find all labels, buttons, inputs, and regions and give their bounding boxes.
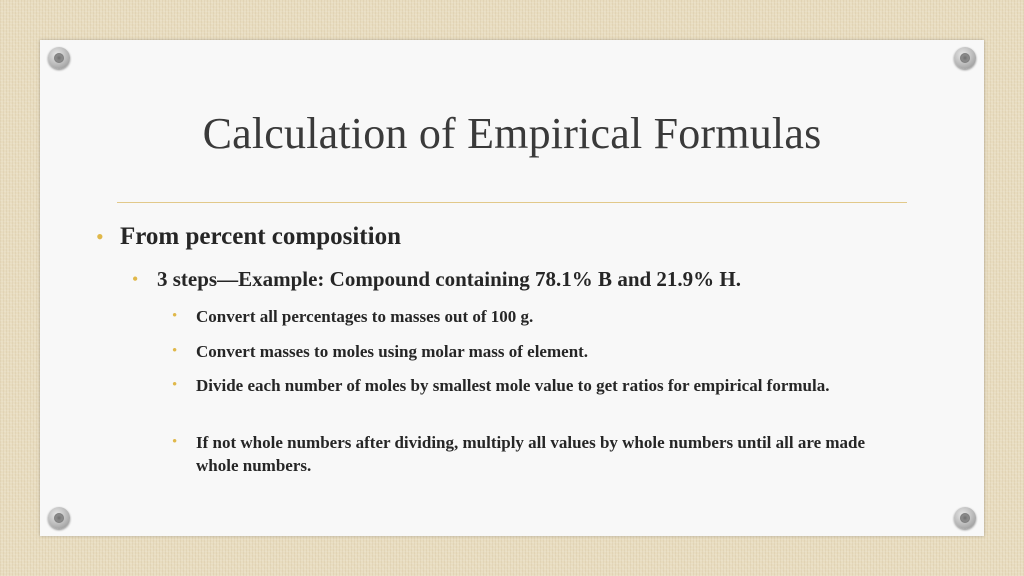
bullet-dot-icon: •	[96, 224, 104, 249]
step-text: Convert all percentages to masses out of 100 g.	[196, 307, 534, 326]
bullet-level1	[96, 222, 401, 252]
bullet-text: 3 steps—Example: Compound containing 78.1% B and 21.9% H.	[157, 267, 742, 291]
step-text: Convert masses to moles using molar mass of element.	[196, 342, 589, 361]
bullet-text: From percent composition	[120, 223, 401, 250]
title-divider	[117, 202, 907, 203]
pushpin-icon	[48, 47, 70, 69]
step-item	[172, 431, 872, 477]
bullet-dot-icon: •	[172, 377, 178, 393]
bullet-dot-icon: •	[172, 434, 178, 450]
pushpin-icon	[48, 507, 70, 529]
step-item	[172, 340, 872, 363]
step-text: If not whole numbers after dividing, multiply all values by whole numbers until all are made whole numbers.	[196, 433, 866, 475]
bullet-dot-icon: •	[172, 308, 178, 324]
step-item	[172, 374, 872, 397]
bullet-level2	[132, 266, 741, 292]
pushpin-icon	[954, 507, 976, 529]
pushpin-icon	[954, 47, 976, 69]
bullet-dot-icon: •	[172, 343, 178, 359]
step-item	[172, 305, 872, 328]
slide-title: Calculation of Empirical Formulas	[202, 109, 822, 158]
step-text: Divide each number of moles by smallest mole value to get ratios for empirical formula.	[196, 376, 830, 395]
bullet-dot-icon: •	[132, 269, 139, 289]
